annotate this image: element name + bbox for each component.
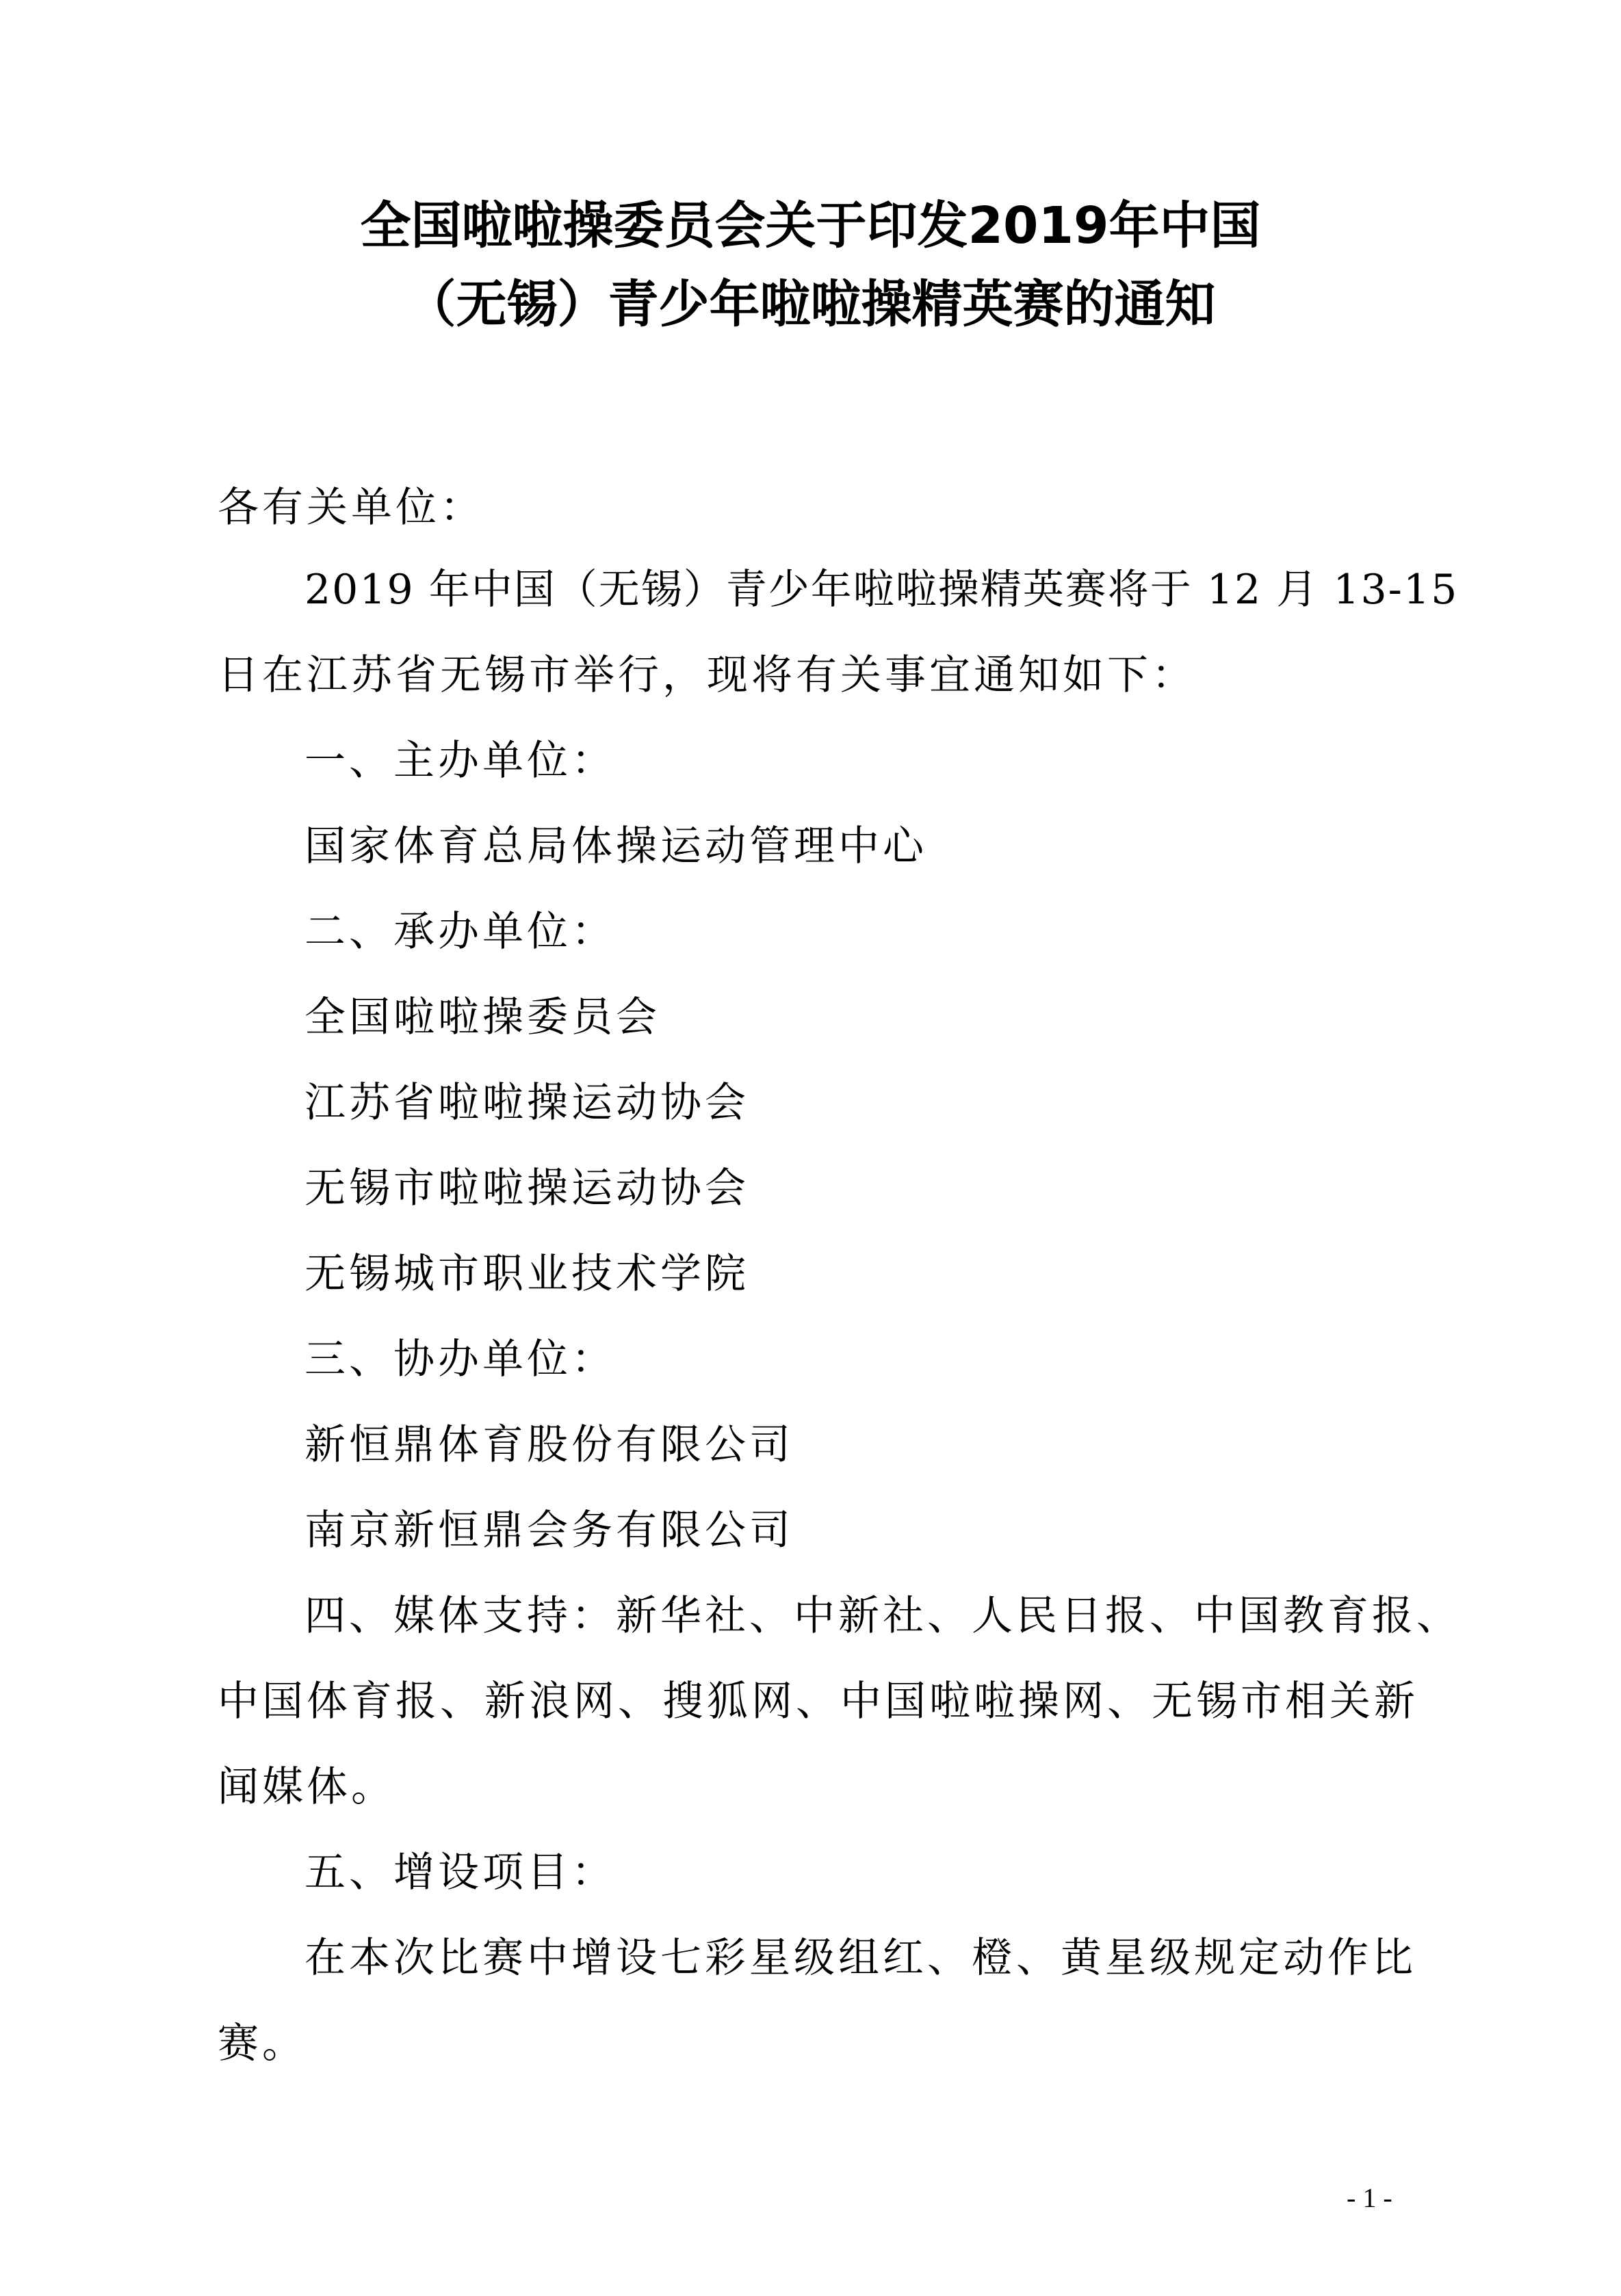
salutation: 各有关单位： [218, 484, 484, 532]
section-2-item: 江苏省啦啦操运动协会 [304, 1079, 749, 1127]
section-2-heading: 二、承办单位： [304, 908, 616, 956]
section-2-item: 无锡市啦啦操运动协会 [304, 1164, 749, 1212]
section-5-line-2: 赛。 [218, 2020, 307, 2067]
document-title-line-1: 全国啦啦操委员会关于印发2019年中国 [360, 196, 1261, 255]
section-3-heading: 三、协办单位： [304, 1335, 616, 1383]
section-3-item: 南京新恒鼎会务有限公司 [304, 1506, 794, 1554]
section-2-item: 无锡城市职业技术学院 [304, 1250, 749, 1298]
intro-line-2: 日在江苏省无锡市举行，现将有关事宜通知如下： [218, 651, 1196, 699]
intro-line-1: 2019 年中国（无锡）青少年啦啦操精英赛将于 12 月 13-15 [304, 566, 1459, 614]
section-4-line-2: 中国体育报、新浪网、搜狐网、中国啦啦操网、无锡市相关新 [218, 1678, 1418, 1725]
section-2-item: 全国啦啦操委员会 [304, 993, 660, 1041]
section-5-heading: 五、增设项目： [304, 1849, 616, 1896]
section-1-heading: 一、主办单位： [304, 737, 616, 785]
page-number: - 1 - [1347, 2182, 1392, 2213]
section-3-item: 新恒鼎体育股份有限公司 [304, 1421, 794, 1469]
section-5-line-1: 在本次比赛中增设七彩星级组红、橙、黄星级规定动作比 [304, 1934, 1416, 1982]
section-4-line-3: 闻媒体。 [218, 1763, 395, 1811]
section-1-item: 国家体育总局体操运动管理中心 [304, 822, 927, 870]
section-4-line-1: 四、媒体支持：新华社、中新社、人民日报、中国教育报、 [304, 1592, 1461, 1640]
document-title-line-2: （无锡）青少年啦啦操精英赛的通知 [405, 275, 1216, 334]
